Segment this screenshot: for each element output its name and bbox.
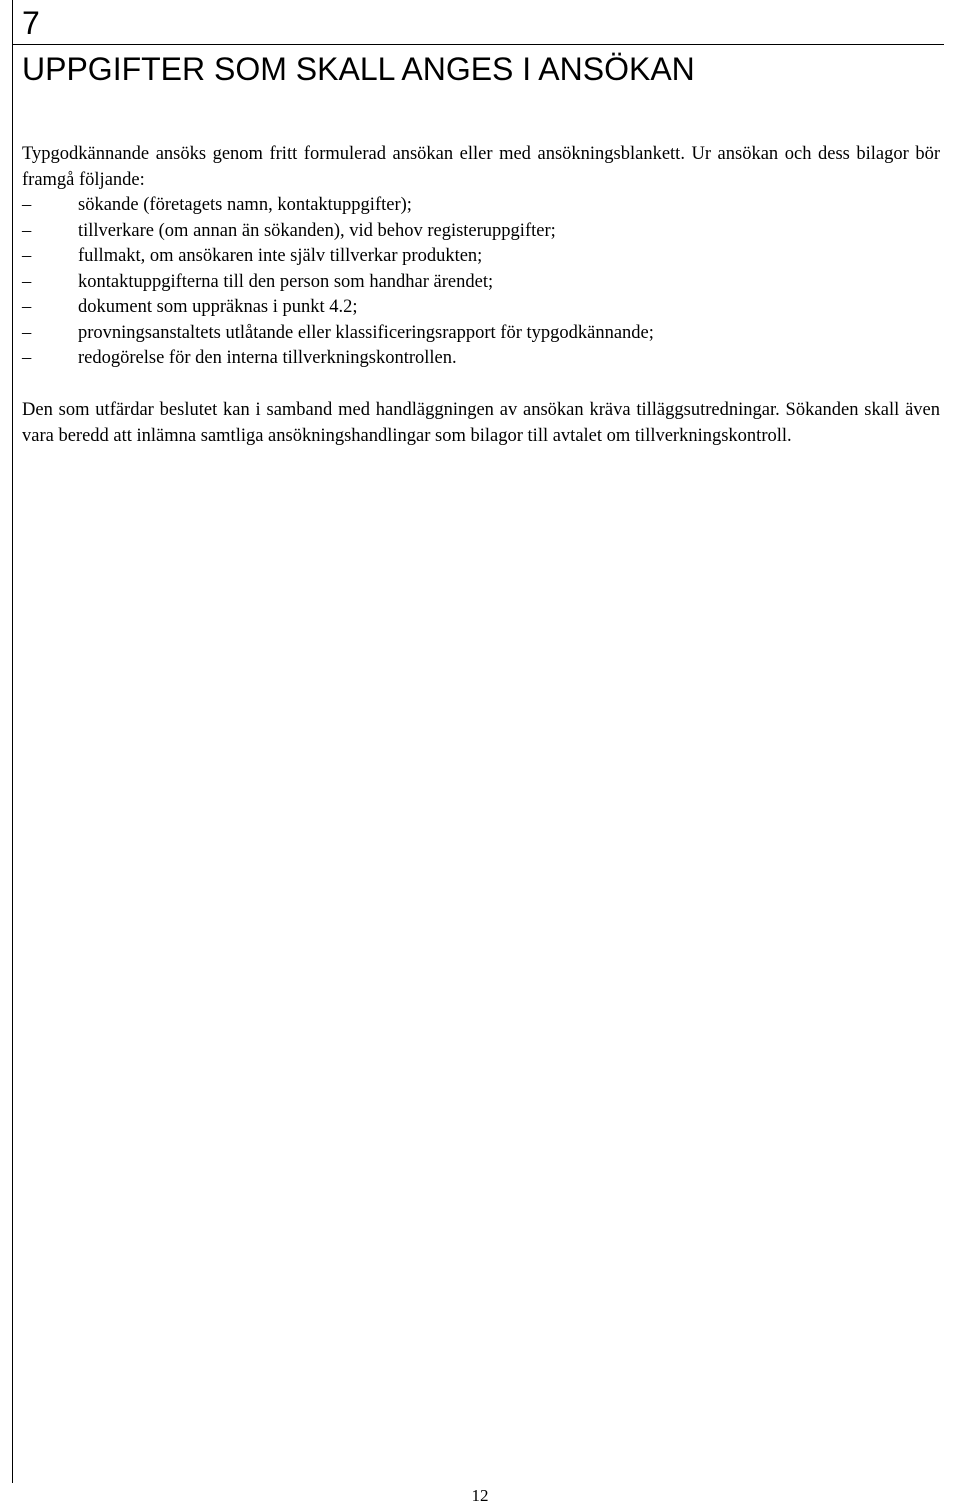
list-item-text: dokument som uppräknas i punkt 4.2; (78, 297, 358, 317)
list-item-text: kontaktuppgifterna till den person som handhar ärendet; (78, 271, 494, 292)
list-item-text: redogörelse för den interna tillverkningskontrollen. (78, 348, 457, 368)
section-title: UPPGIFTER SOM SKALL ANGES I ANSÖKAN (22, 51, 695, 87)
dash-bullet: – (22, 246, 32, 266)
list-item-text: provningsanstaltets utlåtande eller klassificeringsrapport för typgodkännande; (78, 322, 654, 343)
dash-bullet: – (22, 322, 32, 343)
list-item (22, 219, 940, 245)
list-item (22, 346, 940, 372)
list-item (22, 295, 940, 321)
header-rule (12, 44, 944, 45)
list-item (22, 270, 940, 296)
dash-bullet: – (22, 297, 32, 317)
dash-bullet: – (22, 220, 32, 241)
intro-paragraph: Typgodkännande ansöks genom fritt formulerad ansökan eller med ansökningsblankett. Ur ansökan och dess bilagor bör framgå följande: (22, 144, 940, 190)
dash-bullet: – (22, 348, 32, 368)
page-border-line (12, 0, 13, 1483)
list-item-text: sökande (företagets namn, kontaktuppgifter); (78, 195, 412, 215)
page-number: 12 (471, 1486, 489, 1505)
dash-bullet: – (22, 195, 32, 215)
list-item-text: fullmakt, om ansökaren inte själv tillverkar produkten; (78, 246, 483, 266)
dash-bullet: – (22, 271, 32, 292)
requirements-list (22, 193, 940, 372)
list-item (22, 193, 940, 219)
list-item (22, 321, 940, 347)
list-item-text: tillverkare (om annan än sökanden), vid behov registeruppgifter; (78, 220, 556, 241)
section-number: 7 (22, 5, 40, 41)
list-item (22, 244, 940, 270)
closing-paragraph: Den som utfärdar beslutet kan i samband med handläggningen av ansökan kräva tilläggsutredningar. Sökanden skall även vara beredd att inlämna samtliga ansökningshandlingar som bilagor till avtalet om tillverkningskontroll. (22, 400, 940, 446)
